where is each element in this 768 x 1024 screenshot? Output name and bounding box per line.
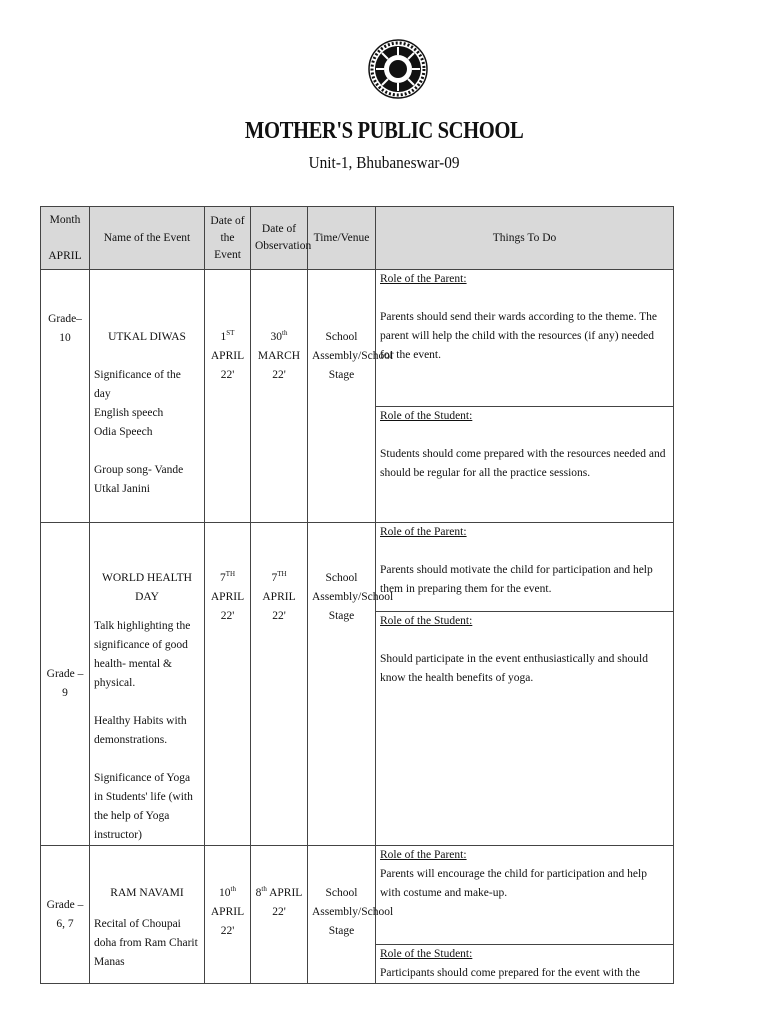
date-rest: APRIL 22' <box>210 906 245 937</box>
student-role-text: Should participate in the event enthusiastically and should know the health benefits of yoga. <box>380 653 648 684</box>
date-rest: APRIL 22' <box>262 591 296 622</box>
date-suffix: TH <box>225 570 236 579</box>
school-logo-emblem <box>367 38 429 100</box>
venue-text: School Assembly/School Stage <box>312 331 394 381</box>
spacer <box>94 750 200 769</box>
parent-role-section <box>376 270 673 406</box>
date-suffix: ST <box>226 329 235 338</box>
date-suffix: th <box>261 885 267 894</box>
date-day: 1 <box>220 331 227 343</box>
activity-line: Healthy Habits with demonstrations. <box>94 715 187 746</box>
event-name-header: Name of the Event <box>90 207 205 270</box>
activity-line: Talk highlighting the significance of good health- mental & physical. <box>94 620 191 689</box>
student-role-title: Role of the Student: <box>380 410 473 422</box>
school-address: Unit-1, Bhubaneswar-09 <box>308 153 460 172</box>
activity-line: Recital of Choupai doha from Ram Charit Manas <box>94 918 198 968</box>
activity-line: Odia Speech <box>94 426 153 438</box>
time-venue-header: Time/Venue <box>308 207 376 270</box>
activity-line: English speech <box>94 407 164 419</box>
student-role-text: Participants should come prepared for the event with the <box>380 967 640 979</box>
parent-role-title: Role of the Parent: <box>380 273 467 285</box>
date-rest: APRIL 22' <box>266 887 303 918</box>
date-rest: APRIL 22' <box>210 591 245 622</box>
table-row <box>41 270 674 523</box>
parent-role-text: Parents will encourage the child for participation and help with costume and make-up. <box>380 868 647 899</box>
date-suffix: th <box>282 329 288 338</box>
event-title: RAM NAVAMI <box>110 887 184 899</box>
date-of-observation-cell <box>251 270 308 523</box>
date-of-observation-header: Date of Observation <box>251 207 308 270</box>
parent-role-text: Parents should send their wards according to the theme. The parent will help the child with the resources (if any) needed for the event. <box>380 311 657 361</box>
date-rest: MARCH 22' <box>257 350 301 381</box>
date-day: 8 <box>255 887 262 899</box>
student-role-title: Role of the Student: <box>380 615 473 627</box>
table-header-row <box>41 207 674 270</box>
venue-cell <box>308 846 394 984</box>
date-suffix: TH <box>277 570 287 579</box>
month-value: APRIL <box>48 249 82 262</box>
venue-text: School Assembly/School Stage <box>312 572 394 622</box>
parent-role-title: Role of the Parent: <box>380 526 467 538</box>
school-name: MOTHER'S PUBLIC SCHOOL <box>244 118 524 144</box>
date-of-event-cell <box>205 270 251 523</box>
grade-cell <box>41 270 90 523</box>
venue-cell <box>308 270 394 523</box>
student-role-section <box>376 944 673 983</box>
activity-line: Significance of Yoga in Students' life (with the help of Yoga instructor) <box>94 772 193 841</box>
things-to-do-cell <box>376 846 674 984</box>
grade-label: Grade – 9 <box>46 668 84 699</box>
things-to-do-cell <box>376 523 674 846</box>
grade-label: Grade–10 <box>48 313 82 344</box>
event-title: WORLD HEALTH DAY <box>102 572 192 603</box>
month-header-label: Month <box>49 213 81 226</box>
table-row <box>41 523 674 846</box>
event-cell <box>90 270 205 523</box>
spacer <box>94 693 200 712</box>
student-role-text: Students should come prepared with the resources needed and should be regular for all the practice sessions. <box>380 448 666 479</box>
grade-cell <box>41 523 90 846</box>
date-of-event-cell <box>205 846 251 984</box>
event-cell <box>90 523 205 846</box>
grade-label: Grade – 6, 7 <box>46 898 84 930</box>
activity-line: Group song- Vande Utkal Janini <box>94 464 184 495</box>
parent-role-title: Role of the Parent: <box>380 849 467 861</box>
date-day: 7 <box>271 572 278 584</box>
month-header <box>41 207 90 270</box>
parent-role-text: Parents should motivate the child for participation and help them in preparing them for the event. <box>380 564 653 595</box>
parent-role-section <box>376 523 673 611</box>
things-to-do-cell <box>376 270 674 523</box>
venue-cell <box>308 523 394 846</box>
student-role-section <box>376 611 673 688</box>
student-role-section <box>376 406 673 483</box>
grade-cell <box>41 846 90 984</box>
venue-text: School Assembly/School Stage <box>312 887 394 937</box>
date-of-observation-cell <box>251 523 308 846</box>
parent-role-section <box>376 846 673 944</box>
date-rest: APRIL 22' <box>210 350 245 381</box>
date-suffix: th <box>230 885 236 894</box>
date-of-observation-cell <box>251 846 308 984</box>
date-of-event-cell <box>205 523 251 846</box>
date-day: 30 <box>270 331 283 343</box>
student-role-title: Role of the Student: <box>380 948 473 960</box>
activity-line: Significance of the day <box>94 369 181 400</box>
things-to-do-header: Things To Do <box>376 207 674 270</box>
event-schedule-table <box>40 206 674 984</box>
date-day: 7 <box>219 572 226 584</box>
spacer <box>94 442 200 461</box>
date-of-event-header: Date of the Event <box>205 207 251 270</box>
event-title: UTKAL DIWAS <box>108 331 186 343</box>
event-cell <box>90 846 205 984</box>
table-row <box>41 846 674 984</box>
date-day: 10 <box>219 887 231 899</box>
